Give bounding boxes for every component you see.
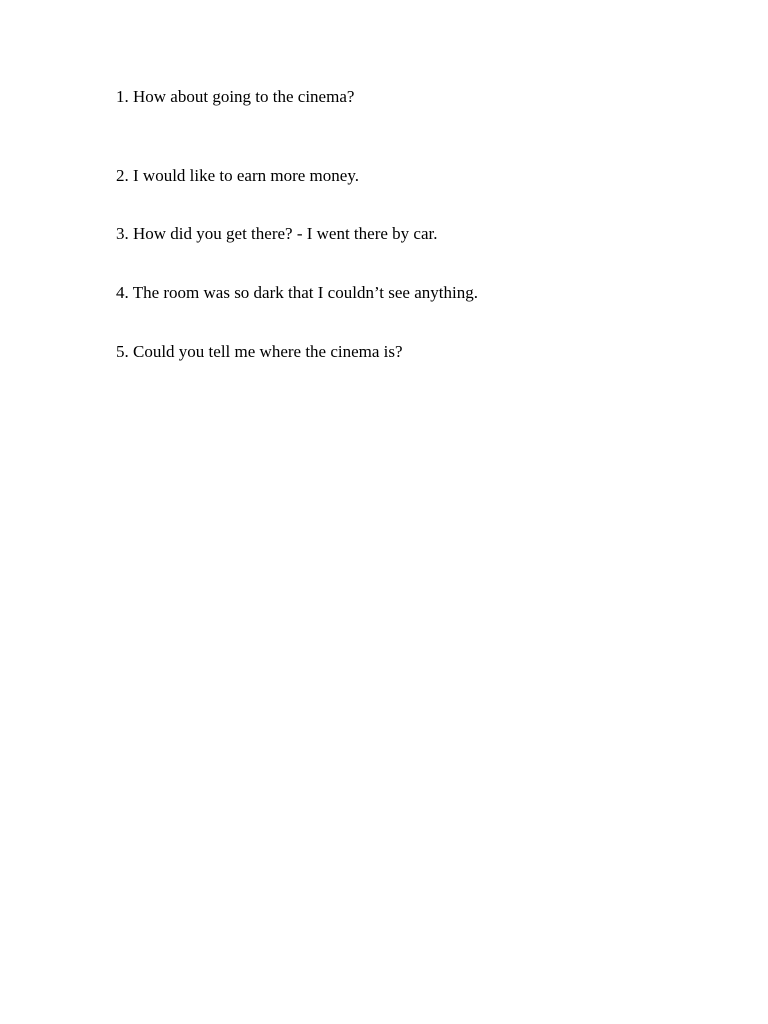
sentence-4: 4. The room was so dark that I couldn’t see anything. xyxy=(116,283,478,302)
sentence-3: 3. How did you get there? - I went there by car. xyxy=(116,224,438,243)
sentence-2: 2. I would like to earn more money. xyxy=(116,166,359,185)
sentence-1: 1. How about going to the cinema? xyxy=(116,87,355,106)
sentence-5: 5. Could you tell me where the cinema is? xyxy=(116,342,403,361)
